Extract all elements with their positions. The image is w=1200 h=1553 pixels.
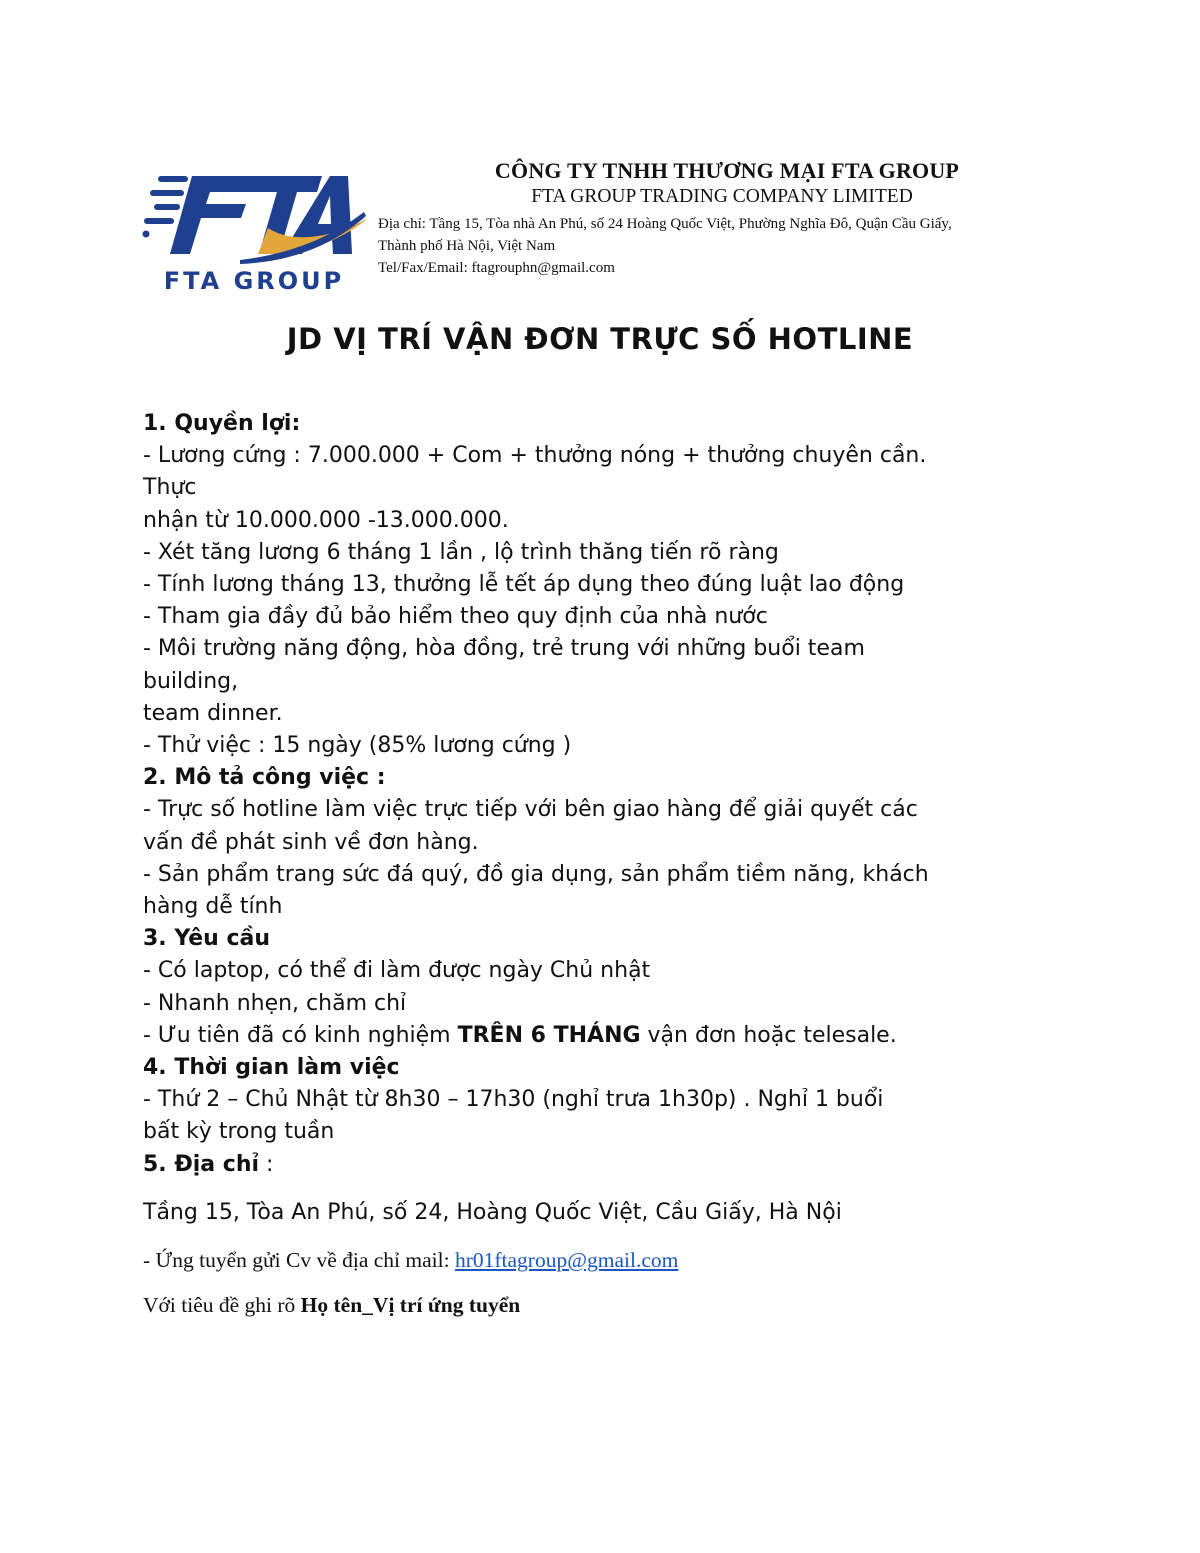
hours-line: bất kỳ trong tuần xyxy=(143,1119,335,1145)
description-line: hàng dễ tính xyxy=(143,894,283,920)
description-line: vấn đề phát sinh về đơn hàng. xyxy=(143,829,479,855)
hours-heading: 4. Thời gian làm việc xyxy=(143,1055,400,1081)
company-name-en: FTA GROUP TRADING COMPANY LIMITED xyxy=(531,186,913,207)
company-info xyxy=(372,158,1072,279)
benefit-line: - Môi trường năng động, hòa đồng, trẻ trung với những buổi team xyxy=(143,636,865,662)
hours-line: - Thứ 2 – Chủ Nhật từ 8h30 – 17h30 (nghỉ trưa 1h30p) . Nghỉ 1 buổi xyxy=(143,1087,884,1113)
benefit-line: - Tham gia đầy đủ bảo hiểm theo quy định của nhà nước xyxy=(143,604,768,630)
subject-prefix: Với tiêu đề ghi rõ xyxy=(143,1293,301,1318)
benefit-line: - Xét tăng lương 6 tháng 1 lần , lộ trình thăng tiến rõ ràng xyxy=(143,539,779,565)
benefit-line: - Lương cứng : 7.000.000 + Com + thưởng nóng + thưởng chuyên cần. xyxy=(143,443,927,469)
job-description-body xyxy=(143,408,1063,1320)
address-heading-line xyxy=(143,1149,1063,1181)
benefit-line: team dinner. xyxy=(143,700,283,726)
priority-suffix: vận đơn hoặc telesale. xyxy=(640,1022,897,1048)
benefit-line: - Thử việc : 15 ngày (85% lương cứng ) xyxy=(143,733,572,759)
priority-prefix: - Ưu tiên đã có kinh nghiệm xyxy=(143,1022,458,1048)
description-heading: 2. Mô tả công việc : xyxy=(143,765,386,791)
apply-prefix: - Ứng tuyển gửi Cv về địa chỉ mail: xyxy=(143,1248,455,1273)
requirements-heading: 3. Yêu cầu xyxy=(143,926,271,952)
benefit-line: nhận từ 10.000.000 -13.000.000. xyxy=(143,507,509,533)
subject-line xyxy=(143,1290,1063,1320)
company-address-line1: Địa chỉ: Tầng 15, Tòa nhà An Phú, số 24 Hoàng Quốc Việt, Phường Nghĩa Đô, Quận Cầu Giấy, xyxy=(378,216,952,232)
subject-bold: Họ tên_Vị trí ứng tuyển xyxy=(300,1293,521,1318)
company-contact: Tel/Fax/Email: ftagrouphn@gmail.com xyxy=(378,260,615,276)
apply-block xyxy=(143,1245,1063,1320)
logo-text: FTA GROUP xyxy=(163,267,345,295)
benefit-line: Thực xyxy=(143,475,197,501)
fta-group-logo xyxy=(140,168,368,298)
address-text: Tầng 15, Tòa An Phú, số 24, Hoàng Quốc Việt, Cầu Giấy, Hà Nội xyxy=(143,1199,842,1225)
document-title: JD VỊ TRÍ VẬN ĐƠN TRỰC SỐ HOTLINE xyxy=(286,322,914,356)
address-heading: 5. Địa chỉ xyxy=(143,1151,260,1177)
benefits-heading: 1. Quyền lợi: xyxy=(143,411,301,436)
company-name-vn: CÔNG TY TNHH THƯƠNG MẠI FTA GROUP xyxy=(494,158,960,183)
benefit-line: - Tính lương tháng 13, thưởng lễ tết áp dụng theo đúng luật lao động xyxy=(143,572,905,598)
apply-line xyxy=(143,1245,1063,1275)
requirement-line: - Nhanh nhẹn, chăm chỉ xyxy=(143,990,407,1016)
requirement-line: - Có laptop, có thể đi làm được ngày Chủ nhật xyxy=(143,958,651,984)
company-address-line2: Thành phố Hà Nội, Việt Nam xyxy=(378,238,556,254)
requirement-priority-line xyxy=(143,1020,1063,1052)
description-line: - Sản phẩm trang sức đá quý, đồ gia dụng, sản phẩm tiềm năng, khách xyxy=(143,861,929,887)
apply-email-link[interactable]: hr01ftagroup@gmail.com xyxy=(454,1248,679,1273)
priority-bold: TRÊN 6 THÁNG xyxy=(457,1022,641,1048)
description-line: - Trực số hotline làm việc trực tiếp với bên giao hàng để giải quyết các xyxy=(143,797,918,823)
address-heading-suffix: : xyxy=(259,1151,274,1177)
benefit-line: building, xyxy=(143,668,239,694)
